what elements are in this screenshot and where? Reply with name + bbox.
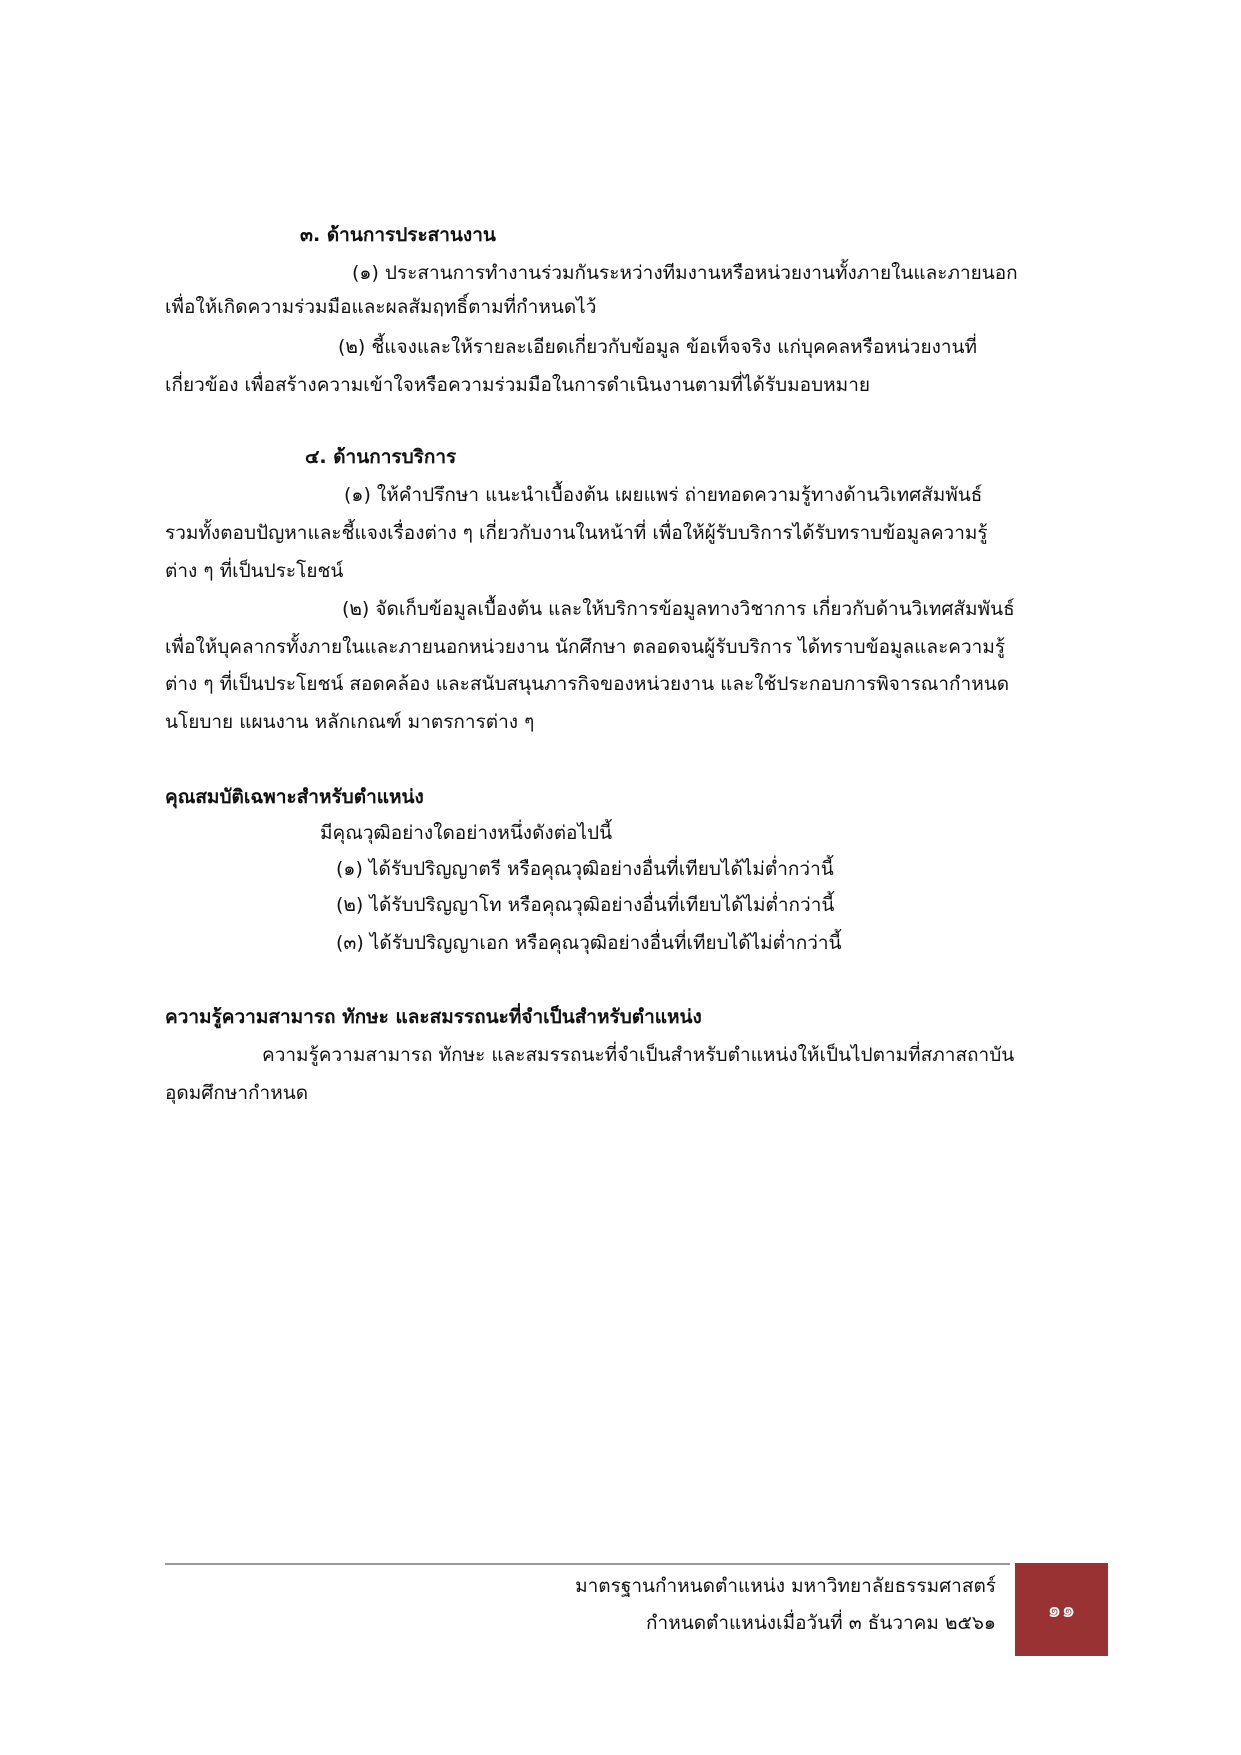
paragraph-line: เพื่อให้เกิดความร่วมมือและผลสัมฤทธิ์ตามที่กำหนดไว้: [165, 296, 597, 318]
paragraph-line: ต่าง ๆ ที่เป็นประโยชน์ สอดคล้อง และสนับสนุนภารกิจของหน่วยงาน และใช้ประกอบการพิจารณากำหนด: [165, 673, 1010, 695]
page-number: ๑๑: [1047, 1598, 1076, 1623]
paragraph-line: (๑) ประสานการทำงานร่วมกันระหว่างทีมงานหรือหน่วยงานทั้งภายในและภายนอก: [352, 262, 1018, 284]
footer-title: มาตรฐานกำหนดตำแหน่ง มหาวิทยาลัยธรรมศาสตร์: [575, 1575, 996, 1597]
qualification-item: (๓) ได้รับปริญญาเอก หรือคุณวุฒิอย่างอื่นที่เทียบได้ไม่ต่ำกว่านี้: [336, 932, 842, 954]
footer-date: กำหนดตำแหน่งเมื่อวันที่ ๓ ธันวาคม ๒๕๖๑: [646, 1612, 996, 1634]
paragraph-line: (๑) ให้คำปรึกษา แนะนำเบื้องต้น เผยแพร่ ถ่ายทอดความรู้ทางด้านวิเทศสัมพันธ์: [344, 484, 983, 506]
footer-divider: [165, 1563, 1010, 1565]
paragraph-line: (๒) จัดเก็บข้อมูลเบื้องต้น และให้บริการข้อมูลทางวิชาการ เกี่ยวกับด้านวิเทศสัมพันธ์: [342, 598, 1015, 620]
qualification-item: (๒) ได้รับปริญญาโท หรือคุณวุฒิอย่างอื่นที่เทียบได้ไม่ต่ำกว่านี้: [336, 894, 835, 916]
paragraph-line: รวมทั้งตอบปัญหาและชี้แจงเรื่องต่าง ๆ เกี่ยวกับงานในหน้าที่ เพื่อให้ผู้รับบริการได้รับทราบข้อมูลความรู้: [165, 522, 988, 544]
section-heading-coordination: ๓. ด้านการประสานงาน: [300, 224, 496, 246]
paragraph-line: เพื่อให้บุคลากรทั้งภายในและภายนอกหน่วยงาน นักศึกษา ตลอดจนผู้รับบริการ ได้ทราบข้อมูลและความรู้: [165, 636, 1006, 658]
paragraph-line: ต่าง ๆ ที่เป็นประโยชน์: [165, 560, 344, 582]
paragraph-line: ความรู้ความสามารถ ทักษะ และสมรรถนะที่จำเป็นสำหรับตำแหน่งให้เป็นไปตามที่สภาสถาบัน: [262, 1044, 1015, 1066]
section-heading-service: ๔. ด้านการบริการ: [305, 446, 457, 468]
paragraph-line: (๒) ชี้แจงและให้รายละเอียดเกี่ยวกับข้อมูล ข้อเท็จจริง แก่บุคคลหรือหน่วยงานที่: [338, 336, 978, 358]
paragraph-line: อุดมศึกษากำหนด: [165, 1082, 309, 1104]
competency-heading: ความรู้ความสามารถ ทักษะ และสมรรถนะที่จำเป็นสำหรับตำแหน่ง: [165, 1006, 702, 1028]
paragraph-line: นโยบาย แผนงาน หลักเกณฑ์ มาตรการต่าง ๆ: [165, 711, 535, 733]
qualifications-intro: มีคุณวุฒิอย่างใดอย่างหนึ่งดังต่อไปนี้: [320, 822, 613, 844]
paragraph-line: เกี่ยวข้อง เพื่อสร้างความเข้าใจหรือความร่วมมือในการดำเนินงานตามที่ได้รับมอบหมาย: [165, 374, 870, 396]
page-number-badge: [1015, 1563, 1108, 1656]
qualification-item: (๑) ได้รับปริญญาตรี หรือคุณวุฒิอย่างอื่นที่เทียบได้ไม่ต่ำกว่านี้: [336, 858, 834, 880]
qualifications-heading: คุณสมบัติเฉพาะสำหรับตำแหน่ง: [165, 786, 424, 808]
